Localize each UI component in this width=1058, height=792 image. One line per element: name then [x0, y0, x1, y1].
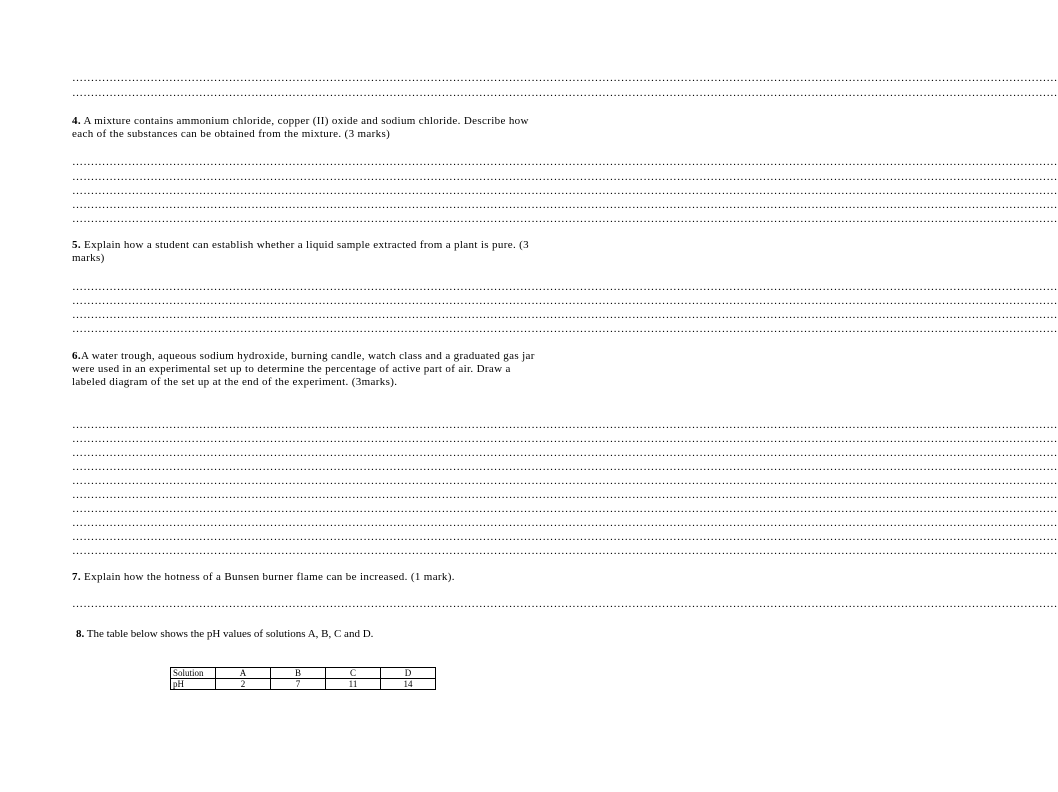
table-cell: C	[326, 668, 381, 679]
answer-line: …………………………………………………………………………………………………………………………………………………………………………………………………………………………………………	[72, 433, 1058, 445]
answer-line: …………………………………………………………………………………………………………………………………………………………………………………………………………………………………………	[72, 309, 1058, 321]
question-text: Explain how the hotness of a Bunsen burner flame can be increased. (1 mark).	[80, 571, 455, 583]
question-text: Explain how a student can establish whether a liquid sample extracted from a plant is pure. (3 marks)	[72, 239, 530, 264]
question-6	[72, 350, 540, 389]
answer-line: …………………………………………………………………………………………………………………………………………………………………………………………………………………………………………	[72, 185, 1058, 197]
table-row	[171, 668, 436, 679]
answer-line: …………………………………………………………………………………………………………………………………………………………………………………………………………………………………………	[72, 281, 1058, 293]
table-row	[171, 679, 436, 690]
answer-line: …………………………………………………………………………………………………………………………………………………………………………………………………………………………………………	[72, 517, 1058, 529]
table-cell: 11	[326, 679, 381, 690]
ph-table	[170, 667, 436, 690]
answer-line: …………………………………………………………………………………………………………………………………………………………………………………………………………………………………………	[72, 598, 1058, 610]
question-number: 5.	[72, 239, 81, 251]
question-number: 8.	[76, 628, 85, 640]
table-cell: 2	[216, 679, 271, 690]
question-text: A water trough, aqueous sodium hydroxide, burning candle, watch class and a graduated gas jar were used in an experimental set up to determine the percentage of active part of air. Draw a labeled diagram of the set up at the end of the experiment. (3marks).	[72, 350, 535, 388]
question-text: A mixture contains ammonium chloride, copper (II) oxide and sodium chloride. Describe how each of the substances can be obtained from the mixture. (3 marks)	[72, 115, 529, 140]
answer-line: …………………………………………………………………………………………………………………………………………………………………………………………………………………………………………	[72, 213, 1058, 225]
answer-line: …………………………………………………………………………………………………………………………………………………………………………………………………………………………………………	[72, 447, 1058, 459]
question-text: The table below shows the pH values of solutions A, B, C and D.	[84, 628, 374, 640]
answer-line: …………………………………………………………………………………………………………………………………………………………………………………………………………………………………………	[72, 545, 1058, 557]
answer-line: …………………………………………………………………………………………………………………………………………………………………………………………………………………………………………	[72, 323, 1058, 335]
table-cell: B	[271, 668, 326, 679]
answer-line: …………………………………………………………………………………………………………………………………………………………………………………………………………………………………………	[72, 156, 1058, 168]
table-cell: 7	[271, 679, 326, 690]
question-8	[76, 628, 544, 641]
answer-line: …………………………………………………………………………………………………………………………………………………………………………………………………………………………………………	[72, 419, 1058, 431]
table-cell: 14	[381, 679, 436, 690]
answer-line: …………………………………………………………………………………………………………………………………………………………………………………………………………………………………………	[72, 295, 1058, 307]
question-number: 6.	[72, 350, 81, 362]
question-number: 4.	[72, 115, 81, 127]
answer-line: …………………………………………………………………………………………………………………………………………………………………………………………………………………………………………	[72, 531, 1058, 543]
question-number: 7.	[72, 571, 81, 583]
answer-line: …………………………………………………………………………………………………………………………………………………………………………………………………………………………………………	[72, 199, 1058, 211]
answer-line: …………………………………………………………………………………………………………………………………………………………………………………………………………………………………………	[72, 475, 1058, 487]
table-cell: D	[381, 668, 436, 679]
answer-line: …………………………………………………………………………………………………………………………………………………………………………………………………………………………………………	[72, 87, 1058, 99]
table-cell: A	[216, 668, 271, 679]
answer-line: …………………………………………………………………………………………………………………………………………………………………………………………………………………………………………	[72, 72, 1058, 84]
question-4	[72, 115, 540, 141]
table-cell: Solution	[171, 668, 216, 679]
answer-line: …………………………………………………………………………………………………………………………………………………………………………………………………………………………………………	[72, 489, 1058, 501]
answer-line: …………………………………………………………………………………………………………………………………………………………………………………………………………………………………………	[72, 171, 1058, 183]
answer-line: …………………………………………………………………………………………………………………………………………………………………………………………………………………………………………	[72, 461, 1058, 473]
question-7	[72, 571, 540, 584]
answer-line: …………………………………………………………………………………………………………………………………………………………………………………………………………………………………………	[72, 503, 1058, 515]
table-cell: pH	[171, 679, 216, 690]
question-5	[72, 239, 540, 265]
